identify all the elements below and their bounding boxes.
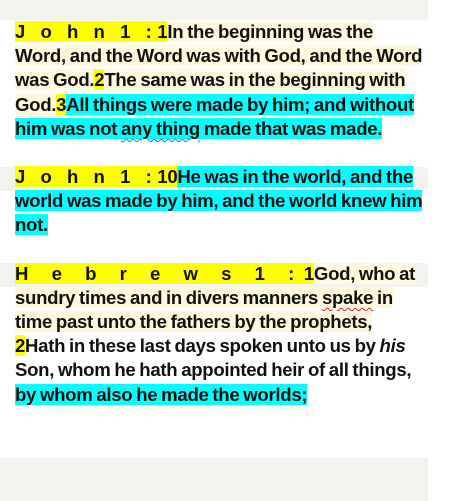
- verse-text: In the beginning was the Word, and the Word was with God, and the Word was God.: [15, 21, 423, 91]
- italic-word: his: [379, 335, 406, 357]
- verse-number: 2: [15, 335, 26, 357]
- scripture-document: [15, 20, 427, 431]
- passage-john-1-10: [15, 165, 427, 238]
- verse-text: The same was in the beginning with God.: [15, 69, 406, 115]
- passage-hebrews-1-1: [15, 262, 427, 407]
- verse-number: 1: [157, 21, 168, 42]
- verse-text: He was in the world, and the world was made by him, and the world knew him not.: [15, 166, 423, 236]
- reference-label: J o h n 1 :: [15, 21, 158, 42]
- reference-label: H e b r e w s 1 :: [15, 262, 304, 284]
- passage-john-1-1: [15, 20, 427, 141]
- verse-text: All things were made by him; and without him was not any thing made that was made.: [15, 93, 414, 139]
- verse-number: 2: [94, 69, 105, 91]
- verse-number: 3: [56, 93, 67, 115]
- highlighted-clause: by whom also he made the worlds;: [15, 383, 308, 405]
- reference-label: J o h n 1 :: [15, 166, 158, 188]
- verse-text: God, who at sundry times and in divers manners spake in time past unto the fathers by the prophets,: [15, 262, 416, 333]
- grammar-flagged-text: any thing: [121, 117, 200, 139]
- verse-number: 1: [303, 262, 314, 284]
- verse-text: Hath in these last days spoken unto us by his Son, whom he hath appointed heir of all things, by whom also he made the worlds;: [15, 335, 412, 405]
- spelling-flagged-text: spake: [321, 286, 374, 308]
- page-band-top: [0, 0, 428, 20]
- page-band-bottom: [0, 458, 428, 501]
- verse-number: 10: [157, 166, 178, 188]
